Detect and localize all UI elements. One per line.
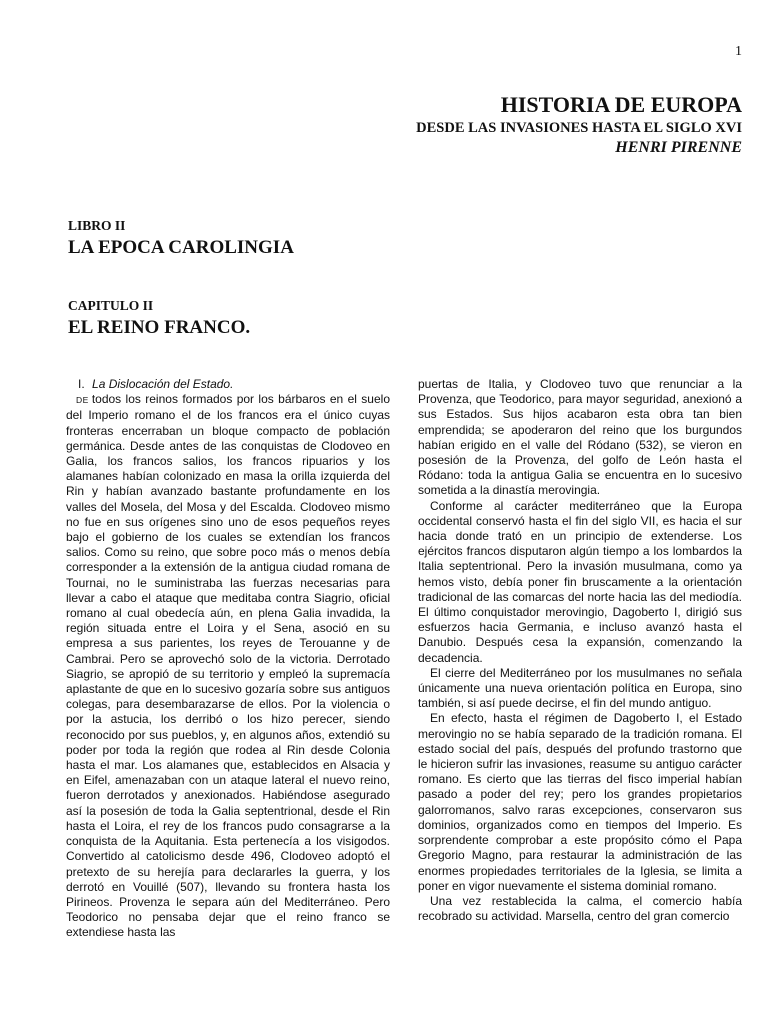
- paragraph: Una vez restablecida la calma, el comercio había recobrado su actividad. Marsella, centro del gran comercio: [418, 893, 742, 924]
- right-column: [418, 377, 742, 924]
- left-column: [66, 377, 390, 941]
- paragraph: [66, 392, 390, 940]
- document-header: [182, 92, 742, 158]
- document-title: HISTORIA DE EUROPA: [500, 92, 742, 117]
- paragraph: El cierre del Mediterráneo por los musulmanes no señala únicamente una nueva orientación política en Europa, sino también, si así puede decirse, el fin del mundo antiguo.: [418, 665, 742, 711]
- document-author: HENRI PIRENNE: [615, 139, 742, 156]
- paragraph: Conforme al carácter mediterráneo que la Europa occidental conservó hasta el fin del siglo VII, es hacia el sur hacia donde trató en un principio de extenderse. Los ejércitos francos disputaron algún tiempo a los lombardos la Italia septentrional. Pero la invasión musulmana, como ya hemos visto, debía poner fin bruscamente a la orientación tradicional de las comarcas del norte hacia las del mediodía. El último conquistador merovingio, Dagoberto I, dirigió sus esfuerzos hacia Germania, e incluso avanzó hasta el Danubio. Después cesa la expansión, comenzando la decadencia.: [418, 498, 742, 665]
- section-heading: [66, 377, 390, 392]
- lead-word: DE: [76, 395, 89, 406]
- chapter-title: EL REINO FRANCO.: [68, 317, 251, 338]
- book-label: LIBRO II: [68, 218, 126, 233]
- book-heading: [68, 217, 294, 260]
- paragraph-text: todos los reinos formados por los bárbaros en el suelo del Imperio romano el de los francos era el único cuyas fronteras encerraban un bloque compacto de población germánica. Desde antes de las conquistas de Clodoveo en Galia, los francos salios, los francos ripuarios y los alamanes habían colonizado en masa la orilla izquierda del Rin y habían avanzado bastante profundamente en los valles del Mosela, del Mosa y del Escalda. Clodoveo mismo no fue en sus orígenes sino uno de esos pequeños reyes bajo el gobierno de los cuales se extendían los francos salios. Como su reino, que sobre poco más o menos debía corresponder a la extensión de la antigua ciudad romana de Tournai, no le suministraba las fuerzas necesarias para llevar a cabo el ataque que meditaba contra Siagrio, oficial romano al cual obedecía aún, en plena Galia invadida, la región situada entre el Loira y el Sena, asoció en su empresa a sus parientes, los reyes de Terouanne y de Cambrai. Pero se aprovechó solo de la victoria. Derrotado Siagrio, se apropió de su territorio y empleó la supremacía aplastante de que en lo sucesivo gozaría sobre sus antiguos colegas, para desembarazarse de ellos. Por la violencia o por la astucia, los derribó o los hizo perecer, siendo reconocido por sus pueblos, y, en algunos años, extendió su poder por toda la región que rodea al Rin desde Colonia hasta el mar. Los alamanes que, establecidos en Alsacia y en Eifel, amenazaban con un ataque lateral el nuevo reino, fueron derrotados y anexionados. Habiéndose asegurado así la posesión de toda la Galia septentrional, desde el Rin hasta el Loira, el rey de los francos pudo consagrarse a la conquista de la Aquitania. Esta pertenecía a los visigodos. Convertido al catolicismo desde 496, Clodoveo adoptó el pretexto de su herejía para declararles la guerra, y los derrotó en Vouillé (507), llevando su frontera hasta los Pirineos. Provenza le separa aún del Mediterráneo. Pero Teodorico no pensaba dejar que el reino franco se extendiese hasta las: [66, 392, 390, 940]
- chapter-label: CAPITULO II: [68, 298, 154, 313]
- paragraph: En efecto, hasta el régimen de Dagoberto I, el Estado merovingio no se había separado de la tradición romana. El estado social del país, después del profundo trastorno que le hicieron sufrir las invasiones, reasume su antiguo carácter romano. Es cierto que las tierras del fisco imperial habían pasado a poder del rey; pero los grandes propietarios galorromanos, salvo raras excepciones, conservaron sus dominios, organizados como en tiempos del Imperio. Es sorprendente comprobar a este propósito cómo el Papa Gregorio Magno, para restaurar la administración de las enormes propiedades territoriales de la Iglesia, se limita a poner en vigor nuevamente el sistema dominial romano.: [418, 711, 742, 893]
- chapter-heading: [68, 297, 250, 340]
- document-subtitle: DESDE LAS INVASIONES HASTA EL SIGLO XVI: [416, 120, 742, 136]
- page-number: 1: [735, 44, 742, 59]
- section-number: I.: [78, 377, 85, 391]
- book-title: LA EPOCA CAROLINGIA: [68, 237, 294, 258]
- paragraph: puertas de Italia, y Clodoveo tuvo que renunciar a la Provenza, que Teodorico, para mayor seguridad, anexionó a sus Estados. Sus hijos acabaron esta obra tan bien emprendida; se apoderaron del reino que los burgundos habían erigido en el valle del Ródano (532), se vieron en posesión de la Provenza, del golfo de León hasta el Ródano: toda la antigua Galia se encuentra en lo sucesivo sometida a la dinastía merovingia.: [418, 377, 742, 498]
- section-title: La Dislocación del Estado.: [92, 377, 234, 391]
